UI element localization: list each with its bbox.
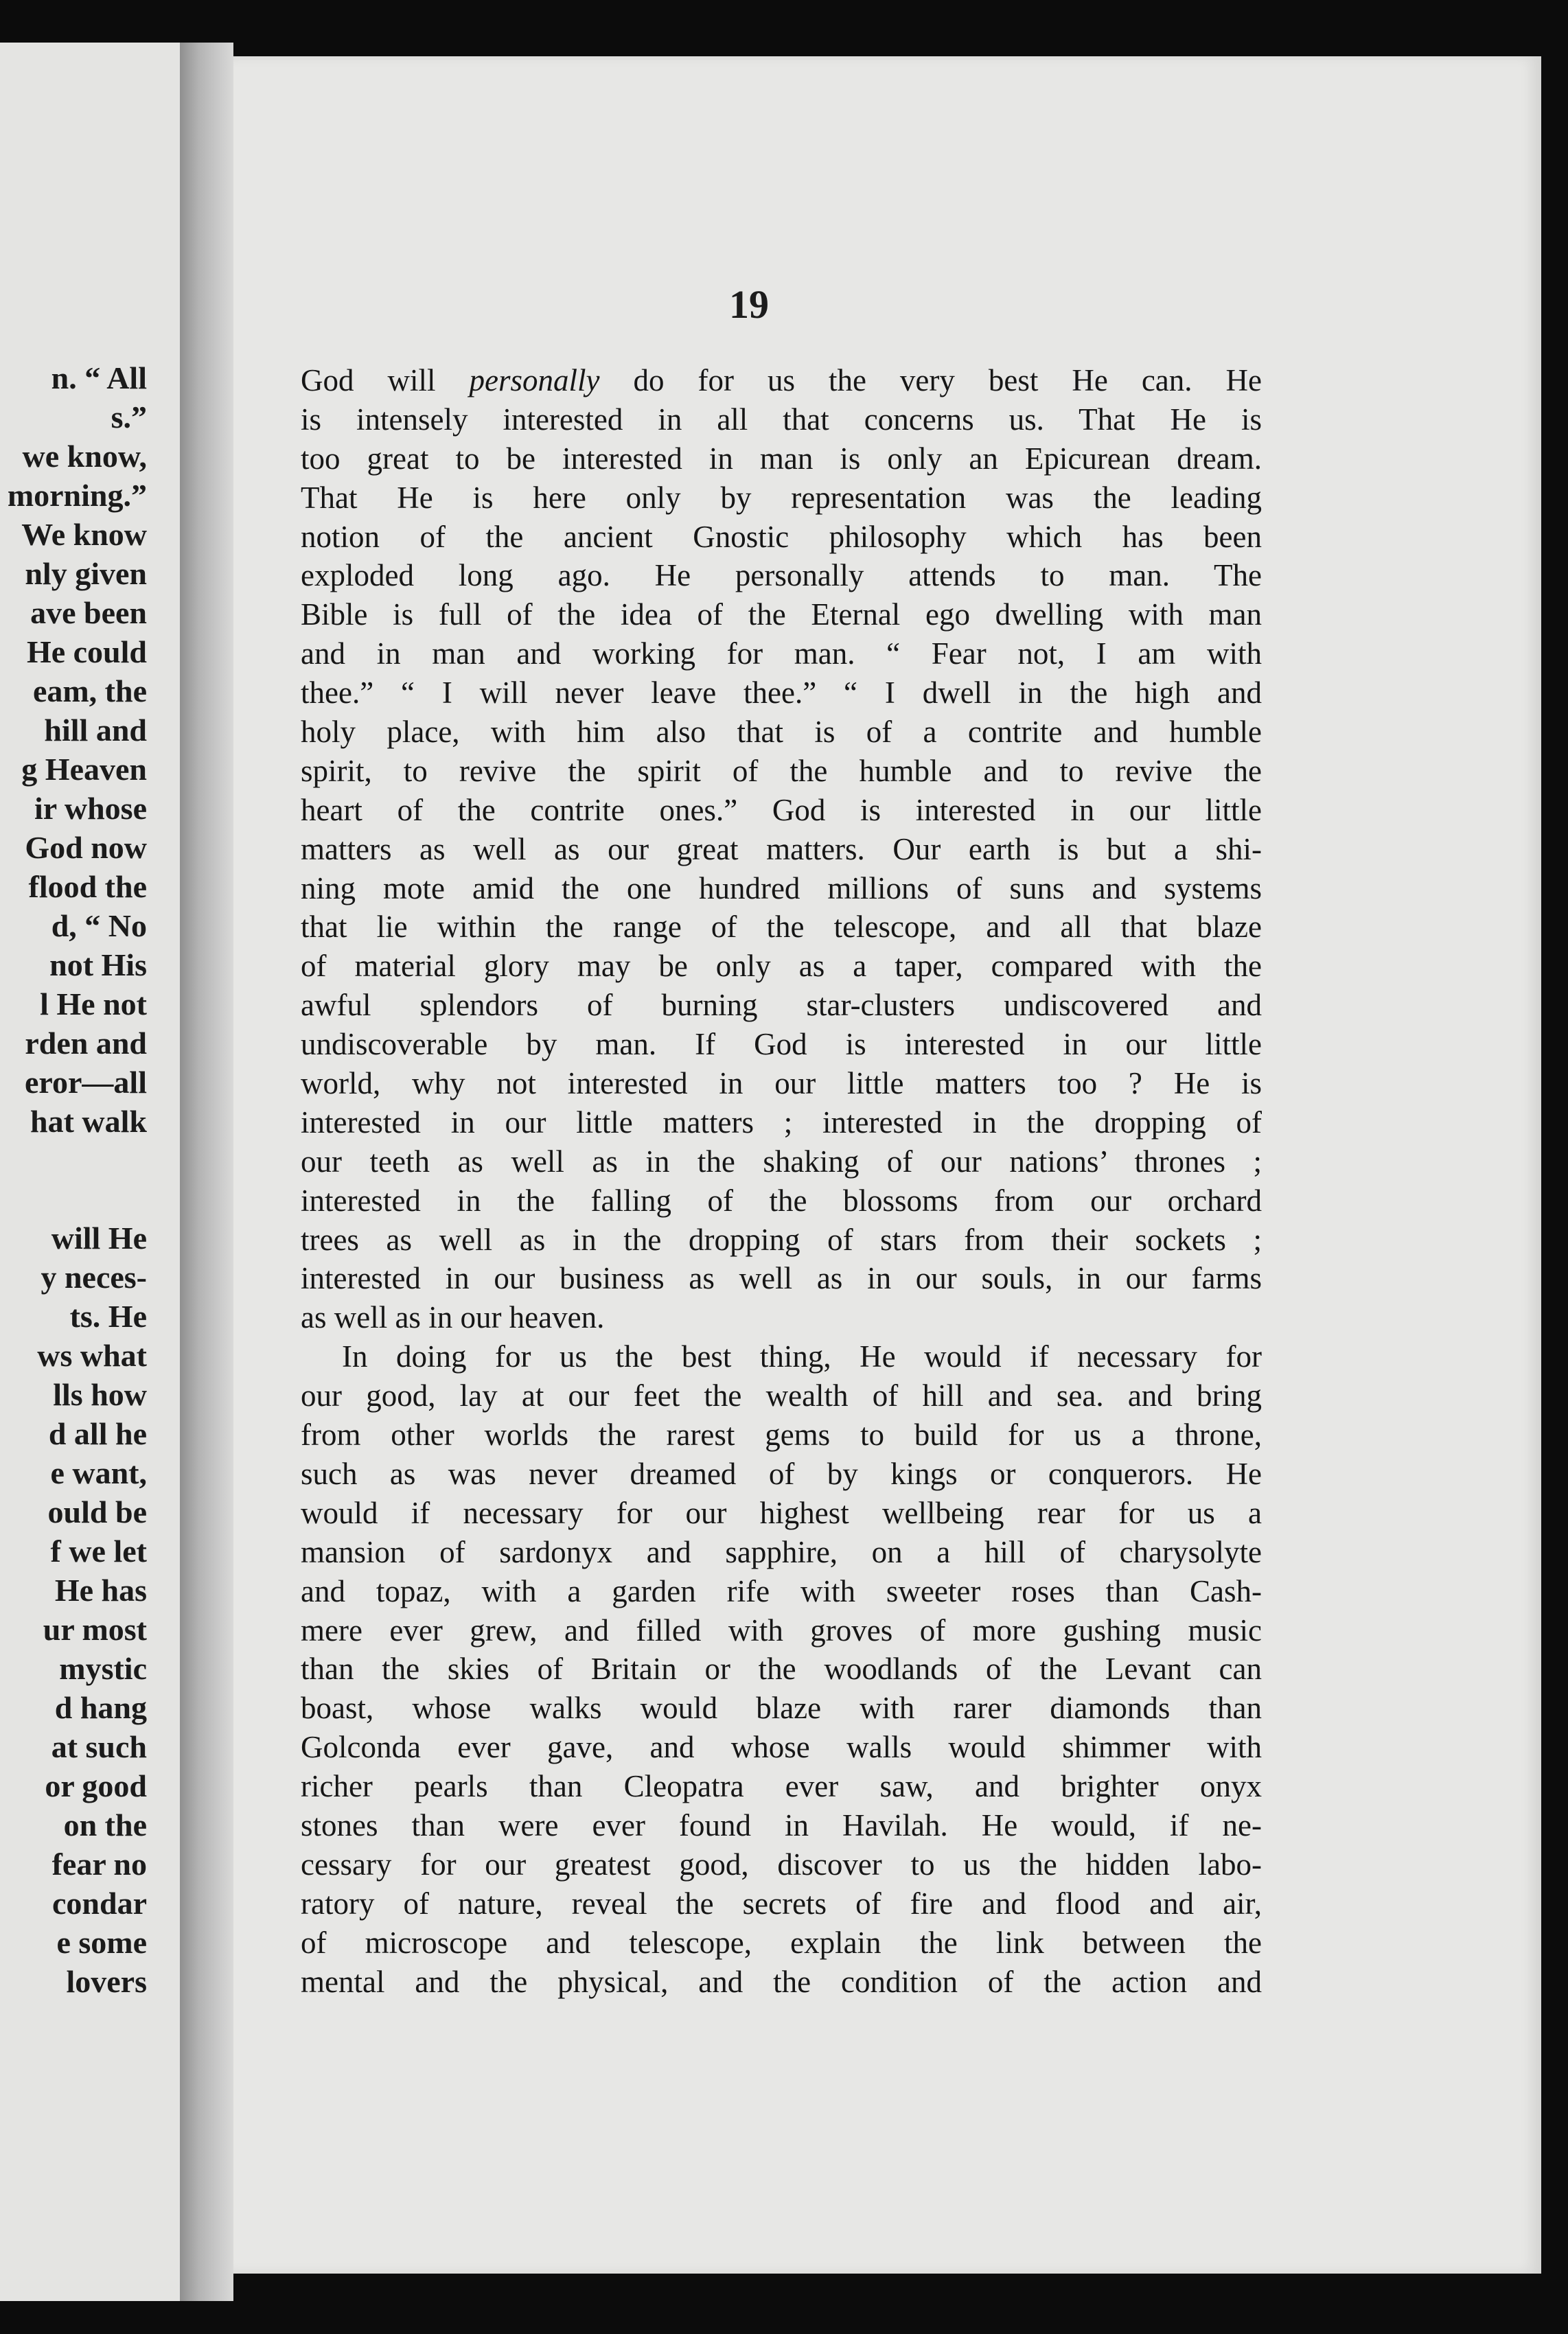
- previous-page-line: hat walk: [30, 1104, 147, 1139]
- previous-page-line: mystic: [59, 1651, 147, 1686]
- text-line: In doing for us the best thing, He would if necessary for: [342, 1339, 1262, 1374]
- text-line: heart of the contrite ones.” God is interested in our little: [301, 792, 1262, 827]
- text-line: from other worlds the rarest gems to build for us a throne,: [301, 1418, 1262, 1453]
- text-line: spirit, to revive the spirit of the humble and to revive the: [301, 753, 1262, 788]
- text-line: interested in our little matters ; interested in the dropping of: [301, 1105, 1262, 1140]
- text-line: stones than were ever found in Havilah. He would, if ne-: [301, 1807, 1262, 1842]
- text-line: that lie within the range of the telescope, and all that blaze: [301, 910, 1262, 945]
- previous-page-line: eam, the: [32, 673, 147, 708]
- text-line: and in man and working for man. “ Fear not, I am with: [301, 636, 1262, 671]
- text-line: and topaz, with a garden rife with sweeter roses than Cash-: [301, 1573, 1262, 1608]
- previous-page-line: We know: [21, 517, 147, 552]
- previous-page-line: f we let: [50, 1534, 147, 1569]
- previous-page-line: ir whose: [34, 791, 147, 826]
- previous-page-cropped: [0, 43, 180, 2301]
- previous-page-line: g Heaven: [21, 752, 147, 787]
- previous-page-line: ur most: [43, 1612, 147, 1647]
- text-line: would if necessary for our highest wellbeing rear for us a: [301, 1495, 1262, 1530]
- previous-page-line: lls how: [53, 1377, 147, 1412]
- text-line: undiscoverable by man. If God is interested in our little: [301, 1027, 1262, 1062]
- previous-page-line: nly given: [25, 556, 147, 591]
- text-line: too great to be interested in man is only an Epicurean dream.: [301, 441, 1262, 476]
- previous-page-line: we know,: [22, 439, 147, 474]
- text-line: our good, lay at our feet the wealth of hill and sea. and bring: [301, 1378, 1262, 1413]
- previous-page-line: eror—all: [25, 1065, 147, 1100]
- previous-page-line: lovers: [66, 1964, 147, 1999]
- text-run: God will: [301, 363, 470, 397]
- text-line: interested in our business as well as in our souls, in our farms: [301, 1261, 1262, 1296]
- text-line: mental and the physical, and the condition of the action and: [301, 1964, 1262, 1999]
- previous-page-line: on the: [63, 1807, 147, 1842]
- text-line: notion of the ancient Gnostic philosophy which has been: [301, 519, 1262, 554]
- text-line: such as was never dreamed of by kings or conquerors. He: [301, 1456, 1262, 1491]
- text-line: Bible is full of the idea of the Eternal ego dwelling with man: [301, 597, 1262, 632]
- text-line: exploded long ago. He personally attends to man. The: [301, 558, 1262, 593]
- previous-page-line: ts. He: [69, 1299, 147, 1334]
- text-line: of microscope and telescope, explain the link between the: [301, 1925, 1262, 1960]
- previous-page-line: at such: [51, 1729, 147, 1764]
- previous-page-line: e want,: [50, 1455, 147, 1490]
- text-line: than the skies of Britain or the woodlands of the Levant can: [301, 1652, 1262, 1687]
- previous-page-line: He could: [26, 634, 147, 669]
- previous-page-line: e some: [56, 1925, 147, 1960]
- previous-page-line: rden and: [25, 1026, 147, 1061]
- text-line: of material glory may be only as a taper, compared with the: [301, 949, 1262, 984]
- previous-page-line: d hang: [54, 1690, 147, 1725]
- paragraph-1: [301, 400, 1262, 1298]
- previous-page-line: not His: [49, 947, 147, 982]
- text-line: cessary for our greatest good, discover to us the hidden labo-: [301, 1847, 1262, 1882]
- text-line: interested in the falling of the blossoms from our orchard: [301, 1183, 1262, 1218]
- text-line: awful splendors of burning star-clusters undiscovered and: [301, 988, 1262, 1023]
- text-line: boast, whose walks would blaze with rarer diamonds than: [301, 1691, 1262, 1726]
- text-line: That He is here only by representation was the leading: [301, 480, 1262, 515]
- text-line: richer pearls than Cleopatra ever saw, and brighter onyx: [301, 1769, 1262, 1804]
- text-line: mansion of sardonyx and sapphire, on a hill of charysolyte: [301, 1534, 1262, 1569]
- text-line: ning mote amid the one hundred millions of suns and systems: [301, 870, 1262, 905]
- previous-page-line: y neces-: [41, 1260, 147, 1295]
- text-line: ratory of nature, reveal the secrets of fire and flood and air,: [301, 1886, 1262, 1921]
- text-line: holy place, with him also that is of a contrite and humble: [301, 715, 1262, 750]
- previous-page-line: flood the: [28, 869, 147, 904]
- previous-page-line: condar: [52, 1886, 147, 1921]
- previous-page-line: He has: [54, 1573, 147, 1608]
- previous-page-line: d, “ No: [51, 908, 147, 943]
- text-line: trees as well as in the dropping of stars from their sockets ;: [301, 1222, 1262, 1257]
- text-line: is intensely interested in all that concerns us. That He is: [301, 402, 1262, 437]
- previous-page-line: s.”: [111, 400, 147, 435]
- page-body-text: [301, 361, 1262, 2001]
- text-line: mere ever grew, and filled with groves of more gushing music: [301, 1613, 1262, 1648]
- page-number: 19: [729, 282, 769, 327]
- previous-page-line: n. “ All: [51, 360, 147, 395]
- book-gutter: [180, 43, 233, 2301]
- previous-page-line: [0, 1141, 180, 1218]
- previous-page-line: l He not: [40, 986, 147, 1021]
- previous-page-text: [0, 358, 180, 2001]
- previous-page-line: fear no: [51, 1847, 147, 1882]
- text-line: world, why not interested in our little matters too ? He is: [301, 1066, 1262, 1101]
- paragraph-1-last-line: as well as in our heaven.: [301, 1300, 605, 1335]
- previous-page-line: God now: [25, 830, 147, 865]
- emphasized-word: personally: [469, 363, 600, 397]
- previous-page-line: ws what: [37, 1338, 147, 1373]
- text-line: matters as well as our great matters. Our earth is but a shi-: [301, 831, 1262, 866]
- previous-page-line: will He: [51, 1221, 147, 1256]
- text-line: Golconda ever gave, and whose walls would shimmer with: [301, 1730, 1262, 1765]
- previous-page-line: morning.”: [7, 478, 147, 513]
- previous-page-line: d all he: [48, 1416, 147, 1451]
- text-run: do for us the very best He can. He: [599, 363, 1262, 397]
- previous-page-line: hill and: [44, 713, 147, 748]
- text-line: our teeth as well as in the shaking of our nations’ thrones ;: [301, 1144, 1262, 1179]
- paragraph-1-first-line: [301, 361, 1262, 400]
- previous-page-line: or good: [45, 1768, 147, 1803]
- previous-page-line: ould be: [47, 1494, 147, 1529]
- previous-page-line: ave been: [30, 595, 147, 630]
- text-line: thee.” “ I will never leave thee.” “ I dwell in the high and: [301, 675, 1262, 710]
- paragraph-2: [301, 1337, 1262, 2001]
